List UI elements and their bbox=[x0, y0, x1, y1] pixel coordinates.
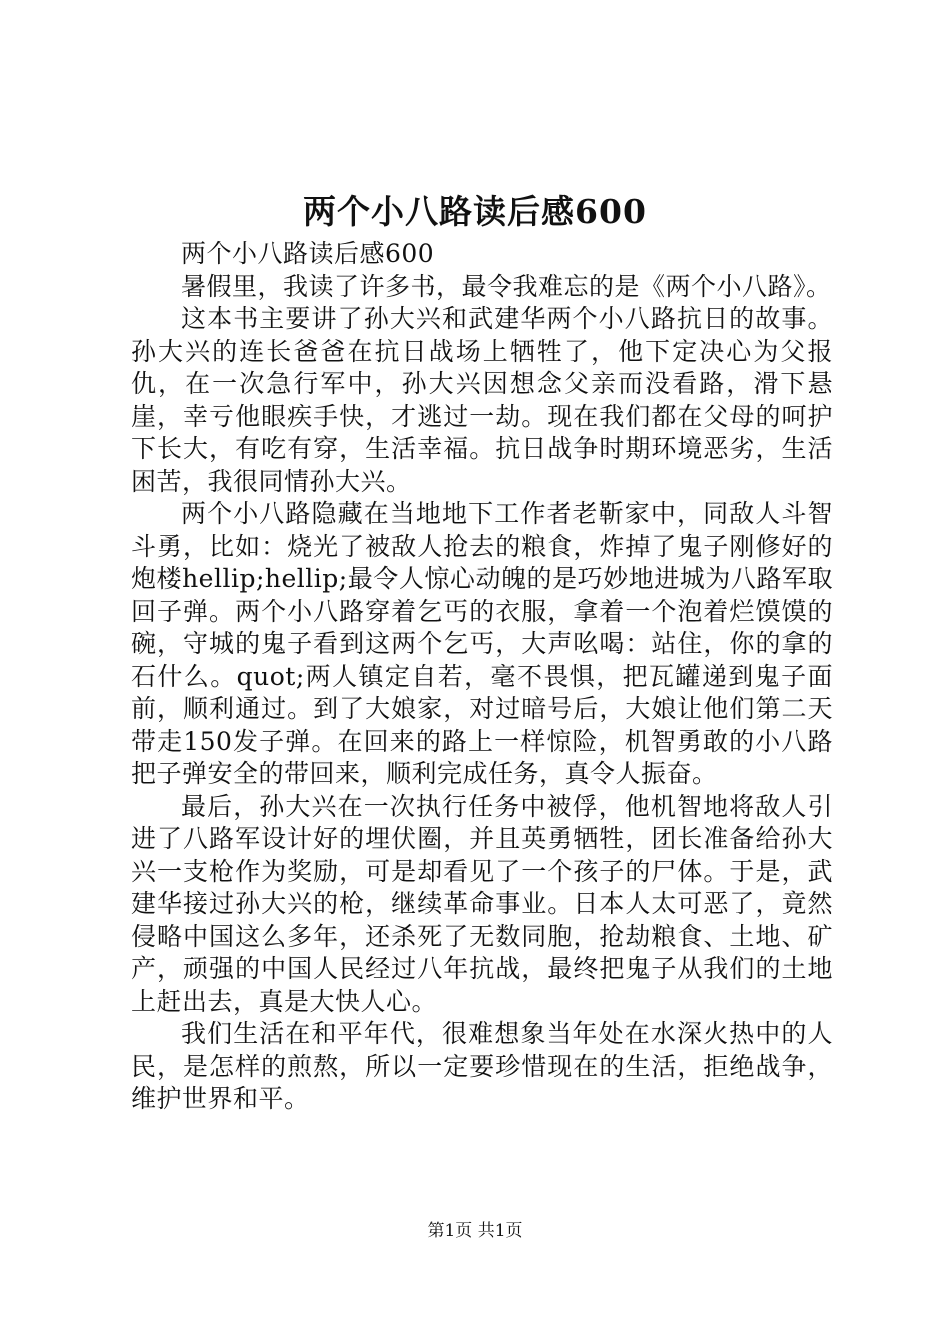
document-body bbox=[131, 238, 833, 1116]
paragraph: 我们生活在和平年代，很难想象当年处在水深火热中的人民，是怎样的煎熬，所以一定要珍惜现在的生活，拒绝战争，维护世界和平。 bbox=[131, 1019, 833, 1113]
paragraph: 这本书主要讲了孙大兴和武建华两个小八路抗日的故事。孙大兴的连长爸爸在抗日战场上牺牲了，他下定决心为父报仇，在一次急行军中，孙大兴因想念父亲而没看路，滑下悬崖，幸亏他眼疾手快，才逃过一劫。现在我们都在父母的呵护下长大，有吃有穿，生活幸福。抗日战争时期环境恶劣，生活困苦，我很同情孙大兴。 bbox=[131, 304, 833, 496]
paragraph: 最后，孙大兴在一次执行任务中被俘，他机智地将敌人引进了八路军设计好的埋伏圈，并且英勇牺牲，团长准备给孙大兴一支枪作为奖励，可是却看见了一个孩子的尸体。于是，武建华接过孙大兴的枪，继续革命事业。日本人太可恶了，竟然侵略中国这么多年，还杀死了无数同胞，抢劫粮食、土地、矿产，顽强的中国人民经过八年抗战，最终把鬼子从我们的土地上赶出去，真是大快人心。 bbox=[131, 791, 833, 1016]
paragraph: 两个小八路隐藏在当地地下工作者老靳家中，同敌人斗智斗勇，比如：烧光了被敌人抢去的粮食，炸掉了鬼子刚修好的炮楼hellip;hellip;最令人惊心动魄的是巧妙地进城为八路军取回子弹。两个小八路穿着乞丐的衣服，拿着一个泡着烂馍馍的碗，守城的鬼子看到这两个乞丐，大声吆喝：站住，你的拿的石什么。quot;两人镇定自若，毫不畏惧，把瓦罐递到鬼子面前，顺利通过。到了大娘家，对过暗号后，大娘让他们第二天带走150发子弹。在回来的路上一样惊险，机智勇敢的小八路把子弹安全的带回来，顺利完成任务，真令人振奋。 bbox=[131, 499, 833, 788]
paragraph: 两个小八路读后感600 bbox=[181, 239, 435, 268]
page-footer: 第1页 共1页 bbox=[427, 1221, 523, 1241]
document-title: 两个小八路读后感600 bbox=[303, 192, 647, 231]
paragraph: 暑假里，我读了许多书，最令我难忘的是《两个小八路》。 bbox=[181, 271, 832, 301]
